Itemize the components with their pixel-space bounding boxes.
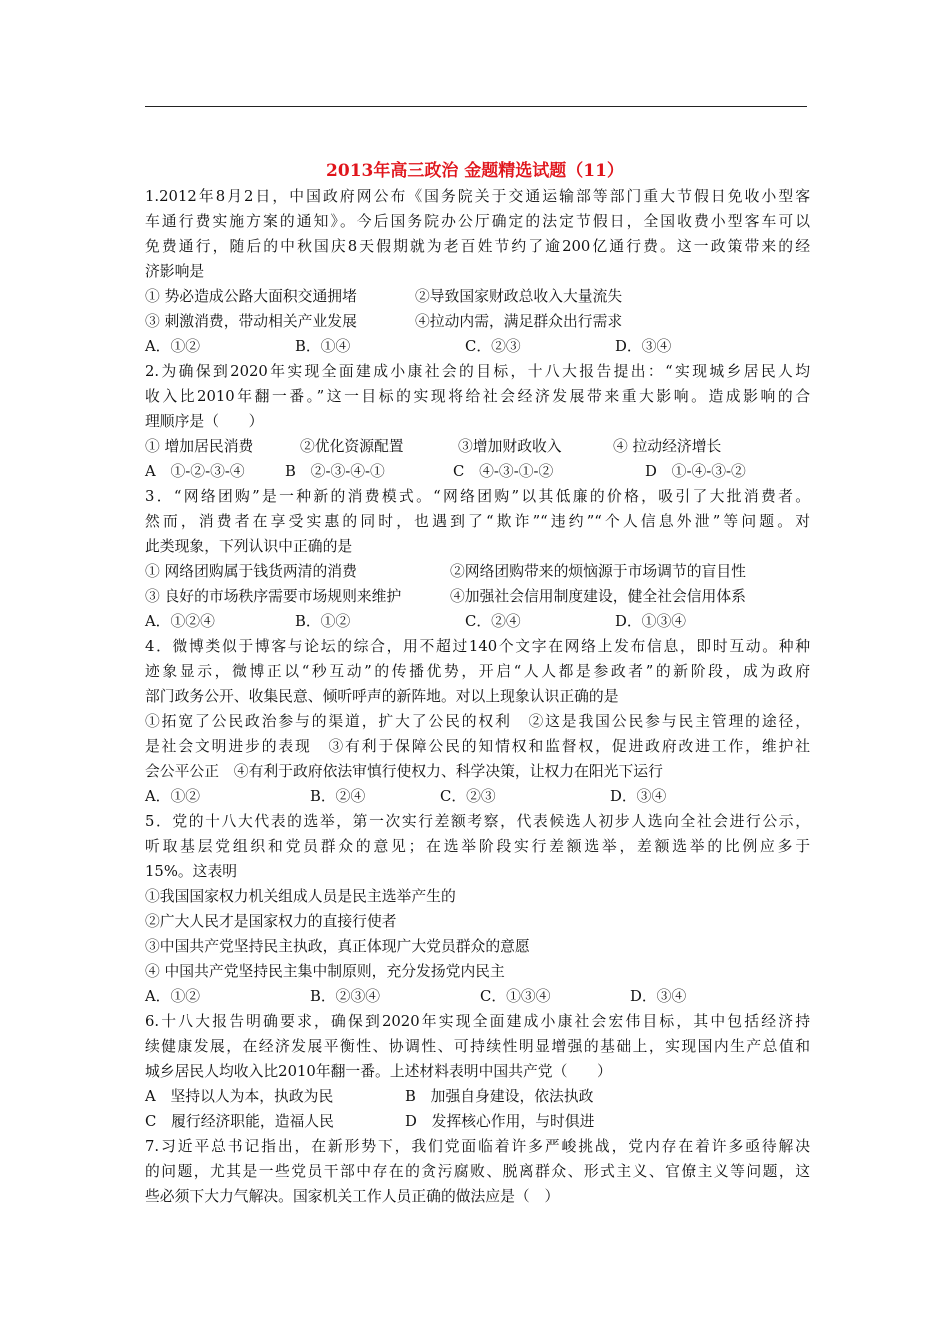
option-text: ④ 拉动经济增长 — [613, 438, 722, 455]
option-text: ④加强社会信用制度建设，健全社会信用体系 — [450, 588, 746, 605]
text-line: ③中国共产党坚持民主执政，真正体现广大党员群众的意愿 — [145, 938, 530, 955]
option-text: A．①② — [145, 788, 201, 805]
option-text: D．①③④ — [615, 613, 687, 630]
text-line: 4．微博类似于博客与论坛的综合，用不超过140个文字在网络上发布信息，即时互动。种种 — [145, 638, 810, 655]
text-line: 1.2012年8月2日，中国政府网公布《国务院关于交通运输部等部门重大节假日免收小型客 — [145, 188, 810, 205]
header-rule — [145, 106, 807, 107]
text-line: 5．党的十八大代表的选举，第一次实行差额考察，代表候选人初步人选向全社会进行公示， — [145, 813, 810, 830]
option-text: ③ 刺激消费，带动相关产业发展 — [145, 313, 357, 330]
option-text: B ②-③-④-① — [285, 463, 385, 480]
text-line: 的问题，尤其是一些党员干部中存在的贪污腐败、脱离群众、形式主义、官僚主义等问题，这 — [145, 1163, 810, 1180]
option-text: D．③④ — [610, 788, 667, 805]
option-text: A．①② — [145, 338, 201, 355]
option-text: ① 势必造成公路大面积交通拥堵 — [145, 288, 357, 305]
text-line: 些必须下大力气解决。国家机关工作人员正确的做法应是（ ） — [145, 1188, 560, 1205]
option-text: ②网络团购带来的烦恼源于市场调节的盲目性 — [450, 563, 746, 580]
text-line: 6.十八大报告明确要求，确保到2020年实现全面建成小康社会宏伟目标，其中包括经济持 — [145, 1013, 810, 1030]
text-line: 听取基层党组织和党员群众的意见；在选举阶段实行差额选举，差额选举的比例应多于 — [145, 838, 810, 855]
option-row — [145, 609, 810, 634]
option-text: B．②③④ — [310, 988, 381, 1005]
option-row — [145, 309, 810, 334]
text-line: 15%。这表明 — [145, 863, 238, 880]
option-text: ②优化资源配置 — [300, 438, 404, 455]
text-line: 会公平公正 ④有利于政府依法审慎行使权力、科学决策，让权力在阳光下运行 — [145, 763, 663, 780]
text-line: 收入比2010年翻一番。”这一目标的实现将给社会经济发展带来重大影响。造成影响的合 — [145, 388, 810, 405]
option-row — [145, 984, 810, 1009]
option-text: D ①-④-③-② — [645, 463, 746, 480]
text-line: 2.为确保到2020年实现全面建成小康社会的目标，十八大报告提出：“实现城乡居民人均 — [145, 363, 810, 380]
text-line: ①我国国家权力机关组成人员是民主选举产生的 — [145, 888, 456, 905]
text-line: 此类现象，下列认识中正确的是 — [145, 538, 353, 555]
option-row — [145, 784, 810, 809]
option-text: C．①③④ — [480, 988, 551, 1005]
option-row — [145, 334, 810, 359]
option-text: C．②③ — [440, 788, 496, 805]
option-text: ④拉动内需，满足群众出行需求 — [415, 313, 623, 330]
option-text: B．①② — [295, 613, 351, 630]
option-text: ① 增加居民消费 — [145, 438, 254, 455]
option-row — [145, 284, 810, 309]
option-row — [145, 584, 810, 609]
option-text: D 发挥核心作用，与时俱进 — [405, 1113, 595, 1130]
text-line: 7.习近平总书记指出，在新形势下，我们党面临着许多严峻挑战，党内存在着许多亟待解决 — [145, 1138, 810, 1155]
option-text: ③增加财政收入 — [458, 438, 562, 455]
option-text: ②导致国家财政总收入大量流失 — [415, 288, 623, 305]
text-line: 然而，消费者在享受实惠的同时，也遇到了“欺诈”“违约”“个人信息外泄”等问题。对 — [145, 513, 810, 530]
text-line: 免费通行，随后的中秋国庆8天假期就为老百姓节约了逾200亿通行费。这一政策带来的经 — [145, 238, 810, 255]
text-line: ①拓宽了公民政治参与的渠道，扩大了公民的权利 ②这是我国公民参与民主管理的途径， — [145, 713, 810, 730]
option-text: A．①②④ — [145, 613, 215, 630]
text-line: 部门政务公开、收集民意、倾听呼声的新阵地。对以上现象认识正确的是 — [145, 688, 619, 705]
option-text: B．②④ — [310, 788, 366, 805]
text-line: ②广大人民才是国家权力的直接行使者 — [145, 913, 397, 930]
page-title: 2013年高三政治 金题精选试题（11） — [326, 161, 624, 181]
option-text: C 履行经济职能，造福人民 — [145, 1113, 334, 1130]
text-line: 续健康发展，在经济发展平衡性、协调性、可持续性明显增强的基础上，实现国内生产总值和 — [145, 1038, 810, 1055]
option-row — [145, 1109, 810, 1134]
option-text: D．③④ — [630, 988, 687, 1005]
text-line: ④ 中国共产党坚持民主集中制原则，充分发扬党内民主 — [145, 963, 505, 980]
option-text: C．②④ — [465, 613, 521, 630]
option-text: D．③④ — [615, 338, 672, 355]
option-row — [145, 434, 810, 459]
text-line: 车通行费实施方案的通知》。今后国务院办公厅确定的法定节假日，全国收费小型客车可以 — [145, 213, 810, 230]
option-text: A 坚持以人为本，执政为民 — [145, 1088, 334, 1105]
option-row — [145, 1084, 810, 1109]
option-text: C ④-③-①-② — [453, 463, 554, 480]
option-text: A ①-②-③-④ — [145, 463, 245, 480]
text-line: 济影响是 — [145, 263, 205, 280]
option-row — [145, 559, 810, 584]
text-line: 是社会文明进步的表现 ③有利于保障公民的知情权和监督权，促进政府改进工作，维护社 — [145, 738, 810, 755]
option-text: C．②③ — [465, 338, 521, 355]
text-line: 理顺序是（ ） — [145, 413, 264, 430]
option-text: B．①④ — [295, 338, 351, 355]
text-line: 迹象显示，微博正以“秒互动”的传播优势，开启“人人都是参政者”的新阶段，成为政府 — [145, 663, 810, 680]
text-line: 城乡居民人均收入比2010年翻一番。上述材料表明中国共产党（ ） — [145, 1063, 612, 1080]
question-body — [145, 184, 810, 1209]
option-text: B 加强自身建设，依法执政 — [405, 1088, 594, 1105]
option-row — [145, 459, 810, 484]
option-text: A．①② — [145, 988, 201, 1005]
option-text: ① 网络团购属于钱货两清的消费 — [145, 563, 357, 580]
text-line: 3．“网络团购”是一种新的消费模式。“网络团购”以其低廉的价格，吸引了大批消费者。 — [145, 488, 810, 505]
option-text: ③ 良好的市场秩序需要市场规则来维护 — [145, 588, 402, 605]
